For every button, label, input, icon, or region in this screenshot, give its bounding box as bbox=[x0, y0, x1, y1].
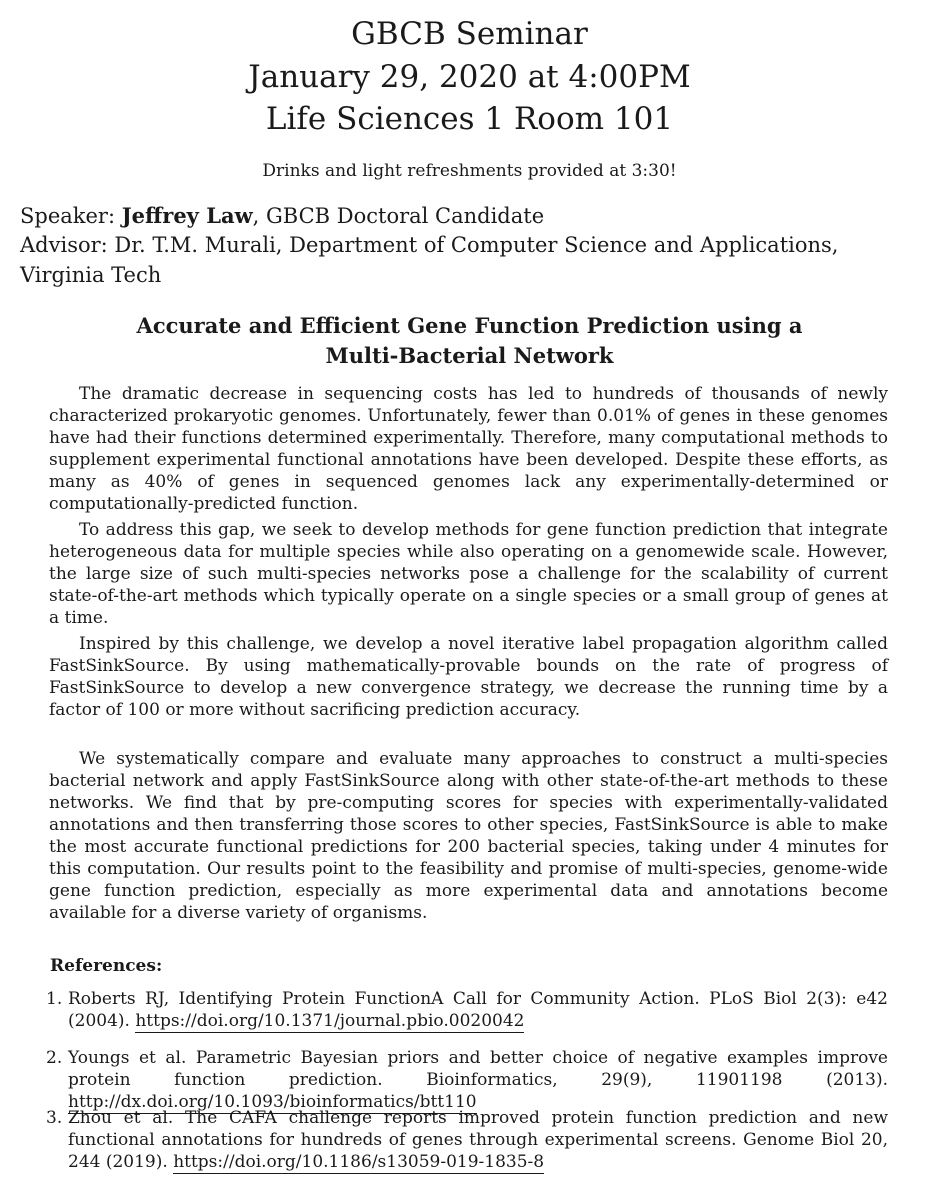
refreshments-note: Drinks and light refreshments provided at 3:30! bbox=[262, 161, 677, 181]
reference-item bbox=[46, 1047, 888, 1113]
abstract-paragraph: The dramatic decrease in sequencing costs has led to hundreds of thousands of newly characterized prokaryotic genomes. Unfortunately, fewer than 0.01% of genes in these genomes have had their functions determined experimentally. Therefore, many computational methods to supplement experimental functional annotations have been developed. Despite these efforts, as many as 40% of genes in sequenced genomes lack any experimentally-determined or computationally-predicted function. bbox=[49, 384, 888, 514]
abstract-paragraph: To address this gap, we seek to develop methods for gene function prediction that integrate heterogeneous data for multiple species while also operating on a genomewide scale. However, the large size of such multi-species networks pose a challenge for the scalability of current state-of-the-art methods which typically operate on a single species or a small group of genes at a time. bbox=[49, 520, 888, 628]
reference-link[interactable]: http://dx.doi.org/10.1093/bioinformatics/btt110 bbox=[68, 1092, 477, 1112]
speaker-name: Jeffrey Law bbox=[121, 203, 253, 228]
seminar-date: January 29, 2020 at 4:00PM bbox=[248, 59, 691, 95]
talk-title-line2: Multi-Bacterial Network bbox=[325, 343, 614, 368]
advisor-line: Advisor: Dr. T.M. Murali, Department of Computer Science and Applications, bbox=[20, 233, 839, 257]
reference-item bbox=[46, 988, 888, 1032]
reference-link[interactable]: https://doi.org/10.1371/journal.pbio.0020042 bbox=[135, 1011, 525, 1031]
reference-text: Roberts RJ, Identifying Protein FunctionA Call for Community Action. PLoS Biol 2(3): e42 (2004). bbox=[68, 989, 888, 1031]
reference-number: 1. bbox=[46, 989, 63, 1009]
seminar-location: Life Sciences 1 Room 101 bbox=[265, 101, 674, 137]
reference-number: 3. bbox=[46, 1108, 63, 1128]
reference-item bbox=[46, 1107, 888, 1173]
speaker-role: , GBCB Doctoral Candidate bbox=[252, 204, 545, 228]
reference-number: 2. bbox=[46, 1048, 63, 1068]
reference-text: Youngs et al. Parametric Bayesian priors and better choice of negative examples improve protein function prediction. Bioinformatics, 29(9), 11901198 (2013). bbox=[68, 1048, 888, 1090]
seminar-title: GBCB Seminar bbox=[351, 16, 588, 52]
references-heading: References: bbox=[50, 956, 163, 976]
speaker-line bbox=[20, 200, 925, 232]
abstract-paragraph: We systematically compare and evaluate many approaches to construct a multi-species bacterial network and apply FastSinkSource along with other state-of-the-art methods to these networks. We find that by pre-computing scores for species with experimentally-validated annotations and then transferring those scores to other species, FastSinkSource is able to make the most accurate functional predictions for 200 bacterial species, taking under 4 minutes for this computation. Our results point to the feasibility and promise of multi-species, genome-wide gene function prediction, especially as more experimental data and annotations become available for a diverse variety of organisms. bbox=[49, 749, 888, 923]
advisor-affiliation: Virginia Tech bbox=[20, 263, 162, 287]
reference-text: Zhou et al. The CAFA challenge reports improved protein function prediction and new functional annotations for hundreds of genes through experimental screens. Genome Biol 20, 244 (2019). bbox=[68, 1108, 888, 1172]
reference-link[interactable]: https://doi.org/10.1186/s13059-019-1835-8 bbox=[173, 1152, 545, 1172]
talk-title-line1: Accurate and Efficient Gene Function Prediction using a bbox=[136, 313, 803, 338]
abstract-paragraph: Inspired by this challenge, we develop a novel iterative label propagation algorithm called FastSinkSource. By using mathematically-provable bounds on the rate of progress of FastSinkSource to develop a new convergence strategy, we decrease the running time by a factor of 100 or more without sacrificing prediction accuracy. bbox=[49, 634, 888, 720]
speaker-label: Speaker: bbox=[20, 204, 122, 228]
